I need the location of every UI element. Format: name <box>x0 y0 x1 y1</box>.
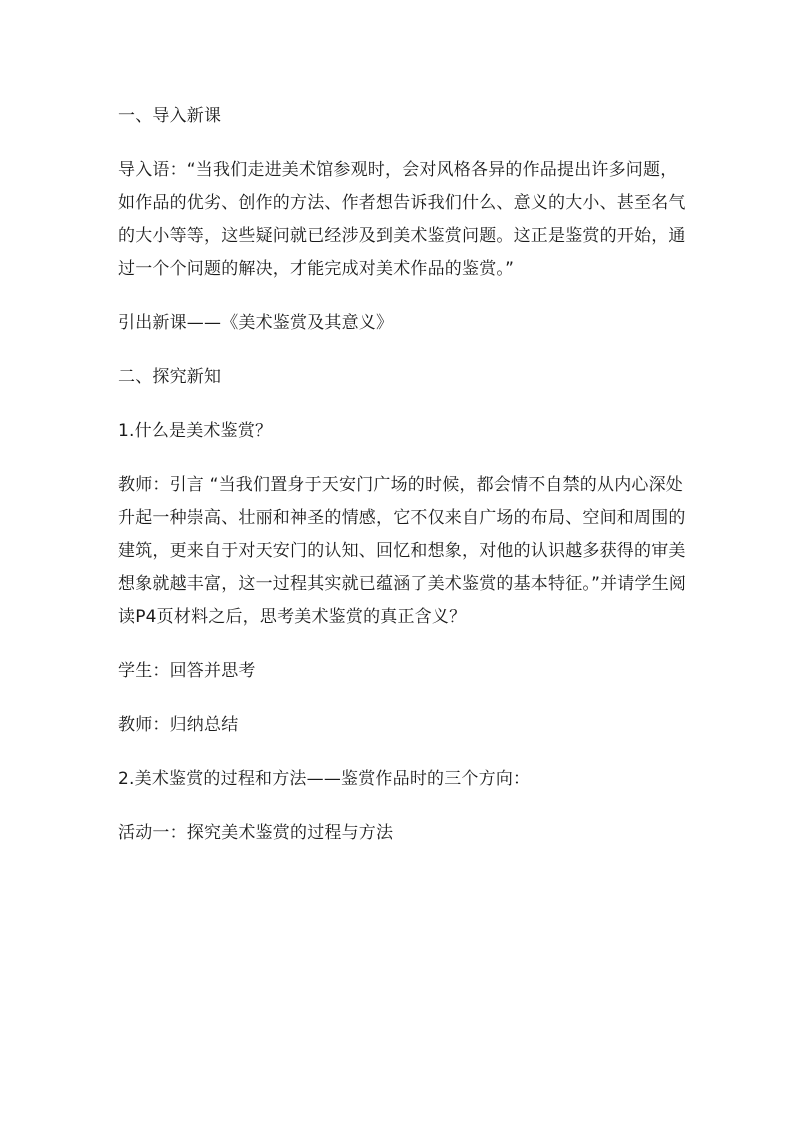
section-heading-intro: 一、导入新课 <box>118 106 222 126</box>
teacher-summary-line: 教师：归纳总结 <box>118 715 239 735</box>
activity-line: 活动一：探究美术鉴赏的过程与方法 <box>118 823 394 843</box>
section-heading-explore: 二、探究新知 <box>118 367 222 387</box>
document-body <box>118 100 688 871</box>
new-lesson-line: 引出新课——《美术鉴赏及其意义》 <box>118 313 394 333</box>
student-line: 学生：回答并思考 <box>118 661 256 681</box>
question-heading-2: 2.美术鉴赏的过程和方法——鉴赏作品时的三个方向： <box>118 769 531 789</box>
question-heading-1: 1.什么是美术鉴赏？ <box>118 421 273 441</box>
teacher-paragraph: 教师：引言 “当我们置身于天安门广场的时候，都会情不自禁的从内心深处升起一种崇高、壮丽和神圣的情感，它不仅来自广场的布局、空间和周围的建筑，更来自于对天安门的认知、回忆和想象，对他的认识越多获得的审美想象就越丰富，这一过程其实就已蕴涵了美术鉴赏的基本特征。”并请学生阅读P4页材料之后，思考美术鉴赏的真正含义？ <box>118 475 687 627</box>
intro-paragraph: 导入语：“当我们走进美术馆参观时，会对风格各异的作品提出许多问题，如作品的优劣、创作的方法、作者想告诉我们什么、意义的大小、甚至名气的大小等等，这些疑问就已经涉及到美术鉴赏问题。这正是鉴赏的开始，通过一个个问题的解决，才能完成对美术作品的鉴赏。” <box>118 160 686 279</box>
